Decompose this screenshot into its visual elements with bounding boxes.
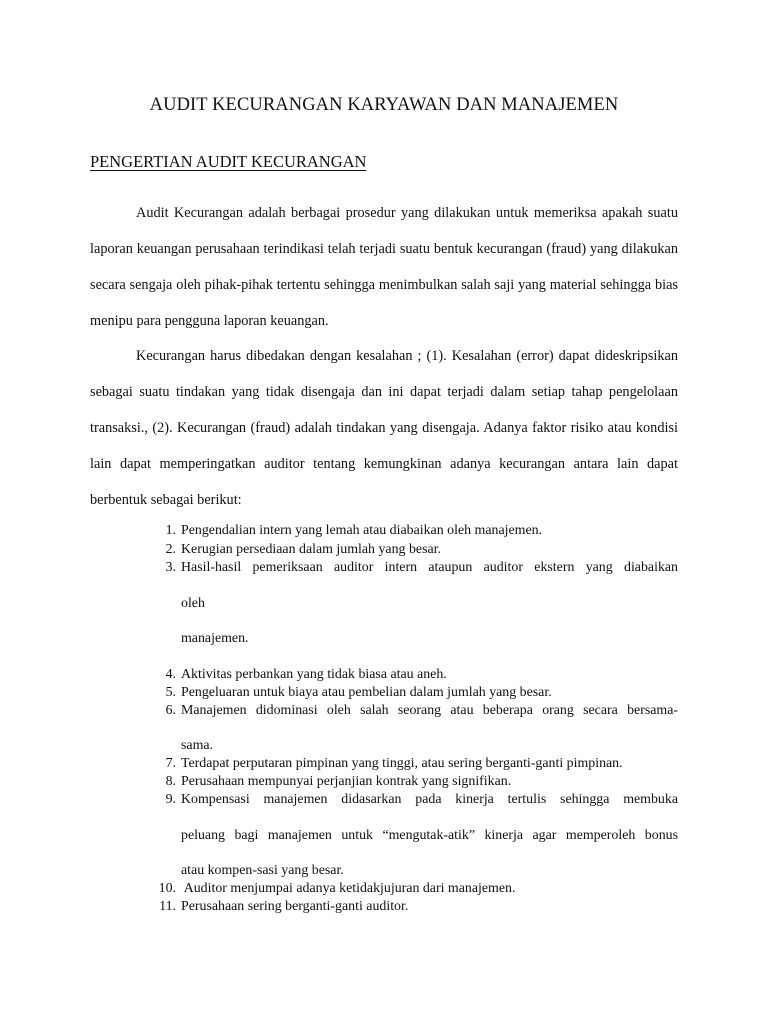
list-item-text: Kerugian persediaan dalam jumlah yang besar. (181, 542, 441, 557)
section-heading: PENGERTIAN AUDIT KECURANGAN (90, 152, 367, 171)
list-item-text: Aktivitas perbankan yang tidak biasa atau aneh. (181, 667, 447, 682)
list-item-continuation: oleh (181, 596, 205, 611)
list-item-text: Manajemen didominasi oleh salah seorang atau beberapa orang secara bersama- (181, 703, 678, 718)
list-item-number: 1. (165, 523, 176, 538)
list-item-continuation: peluang bagi manajemen untuk “mengutak-atik” kinerja agar memperoleh bonus (181, 828, 678, 843)
list-item-text: Hasil-hasil pemeriksaan auditor intern ataupun auditor ekstern yang diabaikan (181, 560, 678, 575)
list-item-number: 2. (165, 542, 176, 557)
paragraph-fraud-vs-error: Kecurangan harus dibedakan dengan kesalahan ; (1). Kesalahan (error) dapat dideskripsikan sebagai suatu tindakan yang tidak disengaja dan ini dapat terjadi dalam setiap tahap pengelolaan transaksi., (2). Kecurangan (fraud) adalah tindakan yang disengaja. Adanya faktor risiko atau kondisi lain dapat memperingatkan auditor tentang kemungkinan adanya kecurangan antara lain dapat berbentuk sebagai berikut: (90, 348, 678, 508)
list-item-number: 3. (165, 560, 176, 575)
list-item-continuation: sama. (181, 738, 214, 753)
list-item-text: Kompensasi manajemen didasarkan pada kinerja tertulis sehingga membuka (181, 792, 678, 807)
list-item-continuation: manajemen. (181, 631, 249, 646)
list-item-number: 4. (165, 667, 176, 682)
list-item-text: Perusahaan mempunyai perjanjian kontrak yang signifikan. (181, 774, 512, 789)
document-title: AUDIT KECURANGAN KARYAWAN DAN MANAJEMEN (149, 95, 619, 115)
list-item-number: 5. (165, 685, 176, 700)
list-item-number: 6. (165, 703, 176, 718)
list-item-text: Auditor menjumpai adanya ketidakjujuran dari manajemen. (181, 881, 516, 896)
list-item-number: 11. (159, 899, 176, 914)
paragraph-definition: Audit Kecurangan adalah berbagai prosedur yang dilakukan untuk memeriksa apakah suatu laporan keuangan perusahaan terindikasi telah terjadi suatu bentuk kecurangan (fraud) yang dilakukan secara sengaja oleh pihak-pihak tertentu sehingga menimbulkan salah saji yang material sehingga bias menipu para pengguna laporan keuangan. (90, 205, 678, 329)
list-item-number: 8. (165, 774, 176, 789)
list-item-text: Terdapat perputaran pimpinan yang tinggi, atau sering berganti-ganti pimpinan. (181, 756, 623, 771)
list-item-number: 10. (158, 881, 176, 896)
list-item-continuation: atau kompen-sasi yang besar. (181, 863, 344, 878)
list-item-number: 9. (165, 792, 176, 807)
list-item-text: Perusahaan sering berganti-ganti auditor. (181, 899, 409, 914)
list-item-text: Pengeluaran untuk biaya atau pembelian dalam jumlah yang besar. (181, 685, 552, 700)
list-item-number: 7. (165, 756, 176, 771)
list-item-text: Pengendalian intern yang lemah atau diabaikan oleh manajemen. (181, 523, 543, 538)
